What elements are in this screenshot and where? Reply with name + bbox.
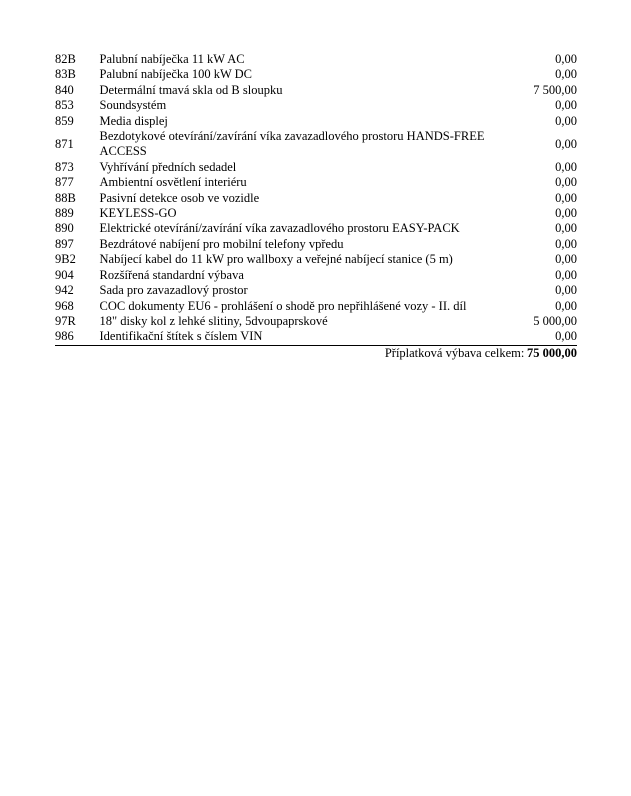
table-row xyxy=(55,98,577,113)
option-description: Bezdotykové otevírání/zavírání víka zavazadlového prostoru HANDS-FREE ACCESS xyxy=(99,129,485,159)
option-code: 840 xyxy=(55,82,74,97)
option-code: 986 xyxy=(55,329,100,345)
option-code: 82B xyxy=(55,52,76,66)
table-row xyxy=(55,314,577,329)
options-table-body xyxy=(55,52,577,345)
total-row xyxy=(55,345,577,361)
option-code: 853 xyxy=(55,98,74,113)
option-code: 88B xyxy=(55,190,76,205)
option-description: Sada pro zavazadlový prostor xyxy=(99,283,248,298)
option-code: 889 xyxy=(55,206,74,221)
option-description: KEYLESS-GO xyxy=(99,206,177,221)
option-price: 0,00 xyxy=(555,67,577,82)
table-row xyxy=(55,283,577,298)
option-price: 0,00 xyxy=(555,98,577,113)
option-code: 942 xyxy=(55,283,74,298)
option-description: Ambientní osvětlení interiéru xyxy=(99,175,247,190)
option-description: Nabíjecí kabel do 11 kW pro wallboxy a veřejné nabíjecí stanice (5 m) xyxy=(99,252,453,267)
option-price: 0,00 xyxy=(555,190,577,205)
option-price: 5 000,00 xyxy=(533,313,577,328)
option-price: 0,00 xyxy=(555,236,577,251)
option-description: Palubní nabíječka 11 kW AC xyxy=(99,52,245,66)
table-row xyxy=(55,299,577,314)
option-description: Vyhřívání předních sedadel xyxy=(99,159,237,174)
option-price: 0,00 xyxy=(555,113,577,128)
option-price: 7 500,00 xyxy=(533,82,577,97)
option-description: COC dokumenty EU6 - prohlášení o shodě pro nepřihlášené vozy - II. díl xyxy=(99,298,467,313)
option-price: 0,00 xyxy=(555,252,577,267)
table-row xyxy=(55,83,577,98)
option-code: 968 xyxy=(55,298,74,313)
table-row xyxy=(55,221,577,236)
option-description: Bezdrátové nabíjení pro mobilní telefony vpředu xyxy=(99,236,344,251)
option-code: 873 xyxy=(55,159,74,174)
table-row xyxy=(55,329,577,345)
table-row xyxy=(55,268,577,283)
option-price: 0,00 xyxy=(555,298,577,313)
option-code: 859 xyxy=(55,113,74,128)
options-price-table xyxy=(55,52,577,361)
table-row xyxy=(55,67,577,82)
table-row xyxy=(55,52,577,67)
option-code: 890 xyxy=(55,221,74,236)
table-row xyxy=(55,114,577,129)
option-code: 871 xyxy=(55,136,74,151)
option-price: 0,00 xyxy=(555,159,577,174)
option-code: 904 xyxy=(55,267,74,282)
option-description: Determální tmavá skla od B sloupku xyxy=(99,82,283,97)
option-price: 0,00 xyxy=(555,52,577,66)
option-description: Soundsystém xyxy=(99,98,167,113)
option-description: Palubní nabíječka 100 kW DC xyxy=(99,67,253,82)
option-description: Pasivní detekce osob ve vozidle xyxy=(99,190,260,205)
table-row xyxy=(55,191,577,206)
option-description: Elektrické otevírání/zavírání víka zavazadlového prostoru EASY-PACK xyxy=(99,221,460,236)
option-price: 0,00 xyxy=(555,267,577,282)
option-code: 897 xyxy=(55,236,74,251)
option-price: 0,00 xyxy=(555,206,577,221)
table-row xyxy=(55,206,577,221)
option-description: 18" disky kol z lehké slitiny, 5dvoupaprskové xyxy=(99,313,328,328)
table-row xyxy=(55,252,577,267)
total-label: Příplatková výbava celkem: xyxy=(384,345,525,360)
options-table-footer xyxy=(55,345,577,361)
option-price: 0,00 xyxy=(555,221,577,236)
option-description: Identifikační štítek s číslem VIN xyxy=(100,329,525,345)
option-code: 83B xyxy=(55,67,76,82)
table-row xyxy=(55,129,577,160)
option-price: 0,00 xyxy=(555,175,577,190)
option-code: 877 xyxy=(55,175,74,190)
option-description: Media displej xyxy=(99,113,168,128)
table-row xyxy=(55,237,577,252)
total-value: 75 000,00 xyxy=(527,345,577,360)
option-price: 0,00 xyxy=(555,136,577,151)
table-row xyxy=(55,160,577,175)
option-description: Rozšířená standardní výbava xyxy=(99,267,244,282)
option-price: 0,00 xyxy=(524,329,577,345)
option-code: 97R xyxy=(55,313,76,328)
option-price: 0,00 xyxy=(555,283,577,298)
table-row xyxy=(55,175,577,190)
option-code: 9B2 xyxy=(55,252,76,267)
